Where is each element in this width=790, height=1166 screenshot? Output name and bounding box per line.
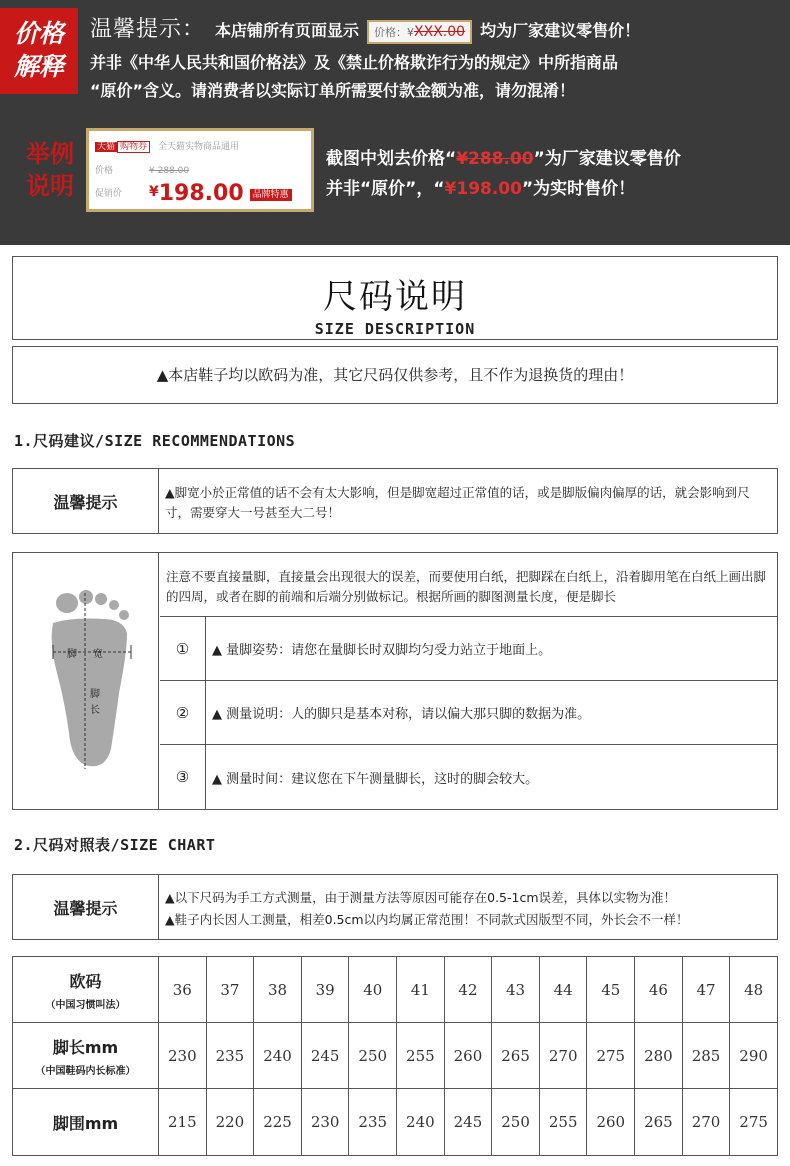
- size-chart-cell: 245: [445, 1089, 493, 1155]
- example-text-a: 截图中划去价格“: [326, 149, 457, 169]
- size-chart-cell: 39: [302, 957, 350, 1022]
- size-chart-cell: 270: [540, 1023, 588, 1088]
- tip-line: ▲鞋子内长因人工测量，相差0.5cm以内均属正常范围！不同款式因版型不同，外长会不一样！: [165, 912, 689, 927]
- example-label: [20, 138, 80, 202]
- size-chart-row: [13, 957, 777, 1023]
- size-chart-cell: 255: [540, 1089, 588, 1155]
- example-text-d: ”为实时售价！: [521, 179, 636, 199]
- section-heading-recommendations: 1.尺码建议/SIZE RECOMMENDATIONS: [14, 432, 296, 450]
- foot-diagram-cell: [13, 553, 159, 809]
- size-chart-cell: 275: [739, 1113, 768, 1131]
- size-chart-cell: 43: [492, 957, 540, 1022]
- old-price: ¥ 288.00: [149, 166, 190, 176]
- size-chart-cell: 47: [683, 957, 731, 1022]
- badge-line-2: 解释: [13, 52, 64, 81]
- size-chart-cell: 265: [492, 1023, 540, 1088]
- tmall-tag-row: [95, 139, 239, 152]
- badge-line-1: 价格: [13, 19, 64, 48]
- step-number: ①: [160, 617, 206, 680]
- banner-line-3: “原价”含义。请消费者以实际订单所需要付款金额为准，请勿混淆！: [90, 81, 576, 100]
- size-chart-cell: 240: [254, 1023, 302, 1088]
- row-header-label: 脚围mm: [52, 1113, 119, 1133]
- foot-length-label-b: 长: [90, 705, 100, 716]
- size-chart-cell: 235: [207, 1023, 255, 1088]
- size-chart-row-header: [13, 957, 159, 1022]
- example-label-line-1: 举例: [26, 140, 74, 168]
- banner-text-b: 均为厂家建议零售价！: [480, 21, 641, 40]
- tip-line: ▲以下尺码为手工方式测量，由于测量方法等原因可能存在0.5-1cm误差，具体以实物为准！: [165, 890, 677, 905]
- tip-text: ▲脚宽小於正常值的话不会有太大影响，但是脚宽超过正常值的话，或是脚版偏肉偏厚的话，就会影响到尺寸，需要穿大一号甚至大二号！: [165, 485, 750, 520]
- size-chart-cell: 40: [349, 957, 397, 1022]
- size-chart-cell: 285: [683, 1023, 731, 1088]
- size-chart-row: [13, 1089, 777, 1155]
- example-label-line-2: 说明: [26, 172, 74, 200]
- price-explanation-banner: [0, 0, 790, 245]
- step-number: ③: [160, 745, 206, 809]
- size-chart-cell: 220: [207, 1089, 255, 1155]
- coupon-text: 全天猫实物商品通用: [158, 142, 240, 152]
- price-box-value: XXX.00: [414, 23, 466, 40]
- size-chart-row-header: [13, 1023, 159, 1088]
- banner-line-1: [90, 12, 640, 44]
- measurement-step: [160, 745, 777, 809]
- measurement-step: [160, 617, 777, 681]
- size-chart-cell: 260: [587, 1089, 635, 1155]
- promo-tag: 品牌特惠: [250, 189, 292, 201]
- size-chart-cell: 41: [397, 957, 445, 1022]
- size-chart-cell: 290: [739, 1046, 768, 1065]
- size-chart-cell: 275: [587, 1023, 635, 1088]
- yen-sign: ¥: [149, 184, 159, 200]
- tip-label: 温馨提示: [13, 469, 159, 533]
- size-chart-cell: 46: [635, 957, 683, 1022]
- size-chart-cell: 48: [744, 980, 764, 999]
- size-chart-cell: 280: [635, 1023, 683, 1088]
- step-number: ②: [160, 681, 206, 744]
- eu-size-notice: ▲本店鞋子均以欧码为准，其它尺码仅供参考，且不作为退换货的理由！: [12, 346, 778, 404]
- size-chart-cell: 38: [254, 957, 302, 1022]
- title-en: SIZE DESCRIPTION: [314, 320, 476, 338]
- size-chart-cell: 250: [492, 1089, 540, 1155]
- size-chart-cell: 37: [207, 957, 255, 1022]
- measurement-step: [160, 681, 777, 745]
- size-chart-cell: 225: [254, 1089, 302, 1155]
- old-price-label: 价格: [95, 166, 114, 176]
- example-line-1: [326, 144, 681, 169]
- size-chart-cell: 36: [159, 957, 207, 1022]
- size-chart-table: [12, 956, 778, 1156]
- example-line-2: [326, 174, 635, 199]
- price-explanation-badge: [0, 8, 78, 94]
- size-chart-row: [13, 1023, 777, 1089]
- example-text-b: ”为厂家建议零售价: [533, 149, 681, 169]
- tmall-new-price-row: [95, 181, 292, 206]
- size-chart-cell: 235: [349, 1089, 397, 1155]
- banner-line-2: 并非《中华人民共和国价格法》及《禁止价格欺诈行为的规定》中所指商品: [90, 53, 619, 72]
- step-text: ▲ 测量时间：建议您在下午测量脚长，这时的脚会较大。: [212, 771, 539, 787]
- tip-row-size-chart: [12, 874, 778, 940]
- step-text: ▲ 量脚姿势：请您在量脚长时双脚均匀受力站立于地面上。: [212, 643, 552, 658]
- size-chart-cell: 230: [159, 1023, 207, 1088]
- size-chart-cell: 215: [159, 1089, 207, 1155]
- row-header-sub: （中国鞋码内长标准）: [35, 1065, 136, 1077]
- size-chart-cell: 255: [397, 1023, 445, 1088]
- size-chart-cell: 250: [349, 1023, 397, 1088]
- size-description-title: [12, 256, 778, 340]
- tmall-price-screenshot: [86, 128, 314, 212]
- struck-price: ¥288.00: [456, 149, 534, 169]
- hint-title: 温馨提示：: [90, 17, 206, 42]
- promo-price-label: 促销价: [95, 189, 123, 199]
- foot-icon: [13, 553, 159, 809]
- actual-price: ¥198.00: [444, 179, 522, 199]
- size-chart-cell: 270: [683, 1089, 731, 1155]
- coupon-tag: 购物券: [117, 141, 150, 153]
- foot-width-label-a: 脚: [67, 649, 77, 660]
- example-text-c: 并非“原价”，“: [326, 179, 445, 199]
- size-chart-cell: 45: [587, 957, 635, 1022]
- row-header-label: 脚长mm: [52, 1037, 119, 1057]
- step-text: ▲ 测量说明：人的脚只是基本对称，请以偏大那只脚的数据为准。: [212, 707, 591, 722]
- section-heading-size-chart: 2.尺码对照表/SIZE CHART: [14, 836, 216, 854]
- tip-label: 温馨提示: [13, 875, 159, 939]
- size-chart-cell: 260: [445, 1023, 493, 1088]
- size-chart-cell: 245: [302, 1023, 350, 1088]
- tmall-old-price-row: [95, 163, 189, 176]
- size-chart-cell: 42: [445, 957, 493, 1022]
- tmall-tag: 天猫: [97, 142, 116, 152]
- tip-row-recommendations: [12, 468, 778, 534]
- title-cn: 尺码说明: [323, 277, 467, 317]
- foot-width-label-b: 宽: [93, 649, 103, 660]
- row-header-label: 欧码: [69, 971, 102, 991]
- measurement-guide: [12, 552, 778, 810]
- size-chart-cell: 230: [302, 1089, 350, 1155]
- size-chart-row-header: [13, 1089, 159, 1155]
- banner-text-a: 本店铺所有页面显示: [215, 21, 360, 40]
- sample-price-box: [367, 20, 472, 44]
- price-box-label: 价格：¥: [374, 25, 415, 39]
- row-header-sub: （中国习惯叫法）: [45, 999, 126, 1011]
- size-chart-cell: 44: [540, 957, 588, 1022]
- promo-price: 198.00: [158, 181, 244, 206]
- measurement-intro: 注意不要直接量脚，直接量会出现很大的误差，而要使用白纸，把脚踩在白纸上，沿着脚用笔在白纸上画出脚的四周，或者在脚的前端和后端分别做标记。根据所画的脚图测量长度，便是脚长: [160, 553, 777, 617]
- foot-length-label-a: 脚: [90, 689, 100, 700]
- size-chart-cell: 240: [397, 1089, 445, 1155]
- tip-text: [159, 875, 777, 939]
- size-chart-cell: 265: [635, 1089, 683, 1155]
